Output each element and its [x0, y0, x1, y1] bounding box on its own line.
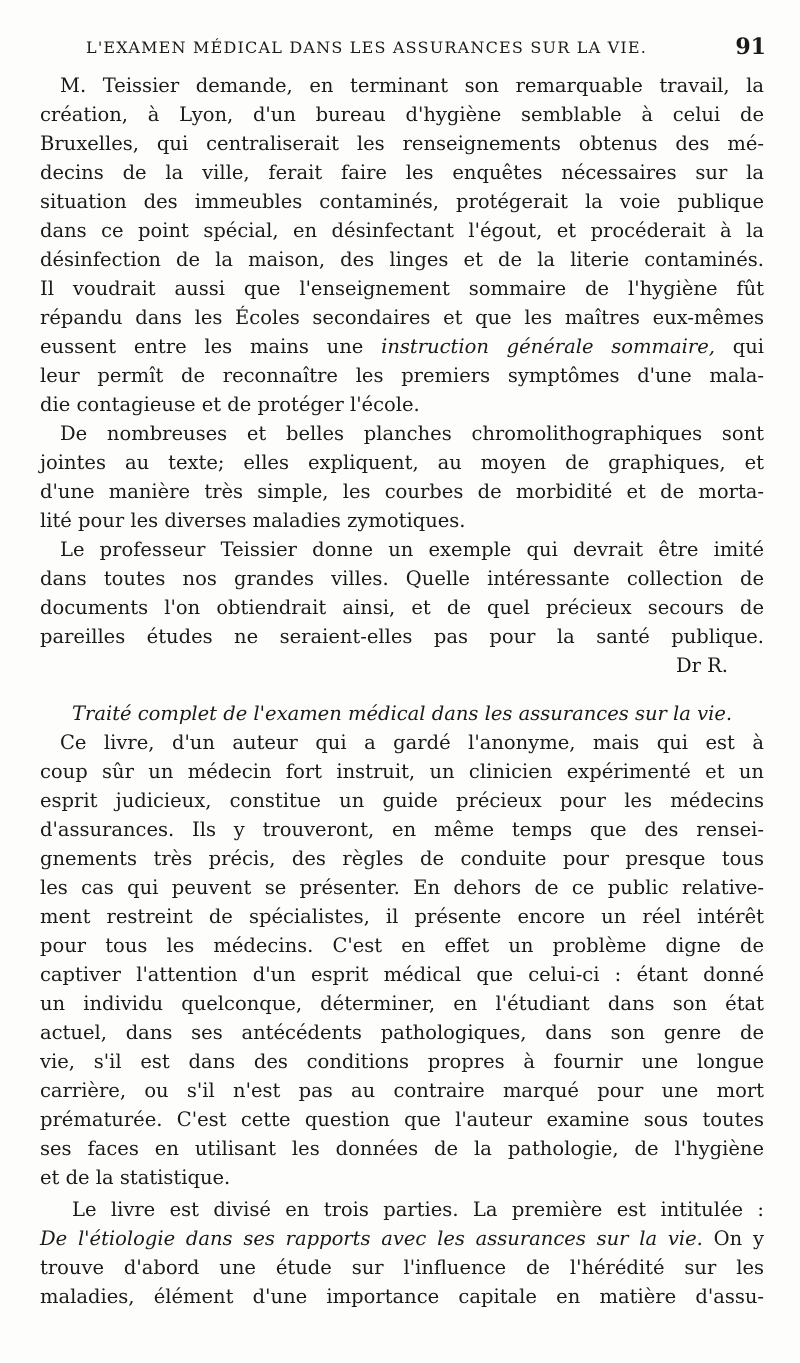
- text-line: répandu dans les Écoles secondaires et que les maîtres eux-mêmes: [40, 306, 764, 329]
- text-segment: On y: [713, 1227, 765, 1250]
- text-line: dans ce point spécial, en désinfectant l'égout, et procéderait à la: [40, 219, 764, 242]
- text-line: M. Teissier demande, en terminant son remarquable travail, la: [60, 74, 764, 97]
- running-head: [86, 34, 766, 62]
- italic-phrase: instruction générale sommaire,: [381, 335, 715, 358]
- body-text: [40, 71, 764, 1311]
- text-line: vie, s'il est dans des conditions propres à fournir une longue: [40, 1050, 764, 1073]
- text-line: d'une manière très simple, les courbes de morbidité et de morta-: [40, 480, 764, 503]
- text-line: création, à Lyon, d'un bureau d'hygiène semblable à celui de: [40, 103, 764, 126]
- text-line: carrière, ou s'il n'est pas au contraire marqué pour une mort: [40, 1079, 764, 1102]
- page-number: 91: [735, 34, 766, 60]
- review-title: Traité complet de l'examen médical dans les assurances sur la vie.: [72, 702, 733, 725]
- text-line: Bruxelles, qui centraliserait les renseignements obtenus des mé-: [40, 132, 764, 155]
- text-line: prématurée. C'est cette question que l'auteur examine sous toutes: [40, 1108, 764, 1131]
- text-line-mixed: [40, 332, 764, 361]
- running-title: L'EXAMEN MÉDICAL DANS LES ASSURANCES SUR LA VIE.: [86, 38, 648, 57]
- text-line: actuel, dans ses antécédents pathologiques, dans son genre de: [40, 1021, 764, 1044]
- text-line: situation des immeubles contaminés, protégerait la voie publique: [40, 190, 764, 213]
- text-line: esprit judicieux, constitue un guide précieux pour les médecins: [40, 789, 764, 812]
- text-line: De nombreuses et belles planches chromolithographiques sont: [60, 422, 764, 445]
- text-line: coup sûr un médecin fort instruit, un clinicien expérimenté et un: [40, 760, 764, 783]
- text-line: ment restreint de spécialistes, il présente encore un réel intérêt: [40, 905, 764, 928]
- text-line: Ce livre, d'un auteur qui a gardé l'anonyme, mais qui est à: [60, 731, 764, 754]
- text-line: et de la statistique.: [40, 1166, 231, 1189]
- text-segment: qui: [732, 335, 764, 358]
- italic-phrase: De l'étiologie dans ses rapports avec les assurances sur la vie.: [40, 1227, 703, 1250]
- text-line: lité pour les diverses maladies zymotiques.: [40, 509, 466, 532]
- text-line: die contagieuse et de protéger l'école.: [40, 393, 420, 416]
- text-line: documents l'on obtiendrait ainsi, et de quel précieux secours de: [40, 596, 764, 619]
- text-line: trouve d'abord une étude sur l'influence de l'hérédité sur les: [40, 1256, 764, 1279]
- signature: Dr R.: [675, 654, 728, 677]
- text-line: jointes au texte; elles expliquent, au moyen de graphiques, et: [40, 451, 764, 474]
- text-line: pour tous les médecins. C'est en effet un problème digne de: [40, 934, 764, 957]
- text-line: d'assurances. Ils y trouveront, en même temps que des rensei-: [40, 818, 764, 841]
- text-line: les cas qui peuvent se présenter. En dehors de ce public relative-: [40, 876, 764, 899]
- section-gap: [40, 680, 764, 699]
- text-line: dans toutes nos grandes villes. Quelle intéressante collection de: [40, 567, 764, 590]
- text-line: ses faces en utilisant les données de la pathologie, de l'hygiène: [40, 1137, 764, 1160]
- text-line: pareilles études ne seraient-elles pas pour la santé publique.: [40, 625, 764, 648]
- text-line-mixed: [40, 1224, 764, 1253]
- text-line: decins de la ville, ferait faire les enquêtes nécessaires sur la: [40, 161, 764, 184]
- text-line: désinfection de la maison, des linges et de la literie contaminés.: [40, 248, 764, 271]
- text-line: gnements très précis, des règles de conduite pour presque tous: [40, 847, 764, 870]
- text-line: leur permît de reconnaître les premiers symptômes d'une mala-: [40, 364, 764, 387]
- text-segment: eussent entre les mains une: [40, 335, 364, 358]
- text-line: captiver l'attention d'un esprit médical que celui-ci : étant donné: [40, 963, 764, 986]
- text-line: un individu quelconque, déterminer, en l'étudiant dans son état: [40, 992, 764, 1015]
- text-line: Le livre est divisé en trois parties. La première est intitulée :: [72, 1198, 764, 1221]
- text-line: maladies, élément d'une importance capitale en matière d'assu-: [40, 1285, 764, 1308]
- text-line: Le professeur Teissier donne un exemple qui devrait être imité: [60, 538, 764, 561]
- text-line: Il voudrait aussi que l'enseignement sommaire de l'hygiène fût: [40, 277, 764, 300]
